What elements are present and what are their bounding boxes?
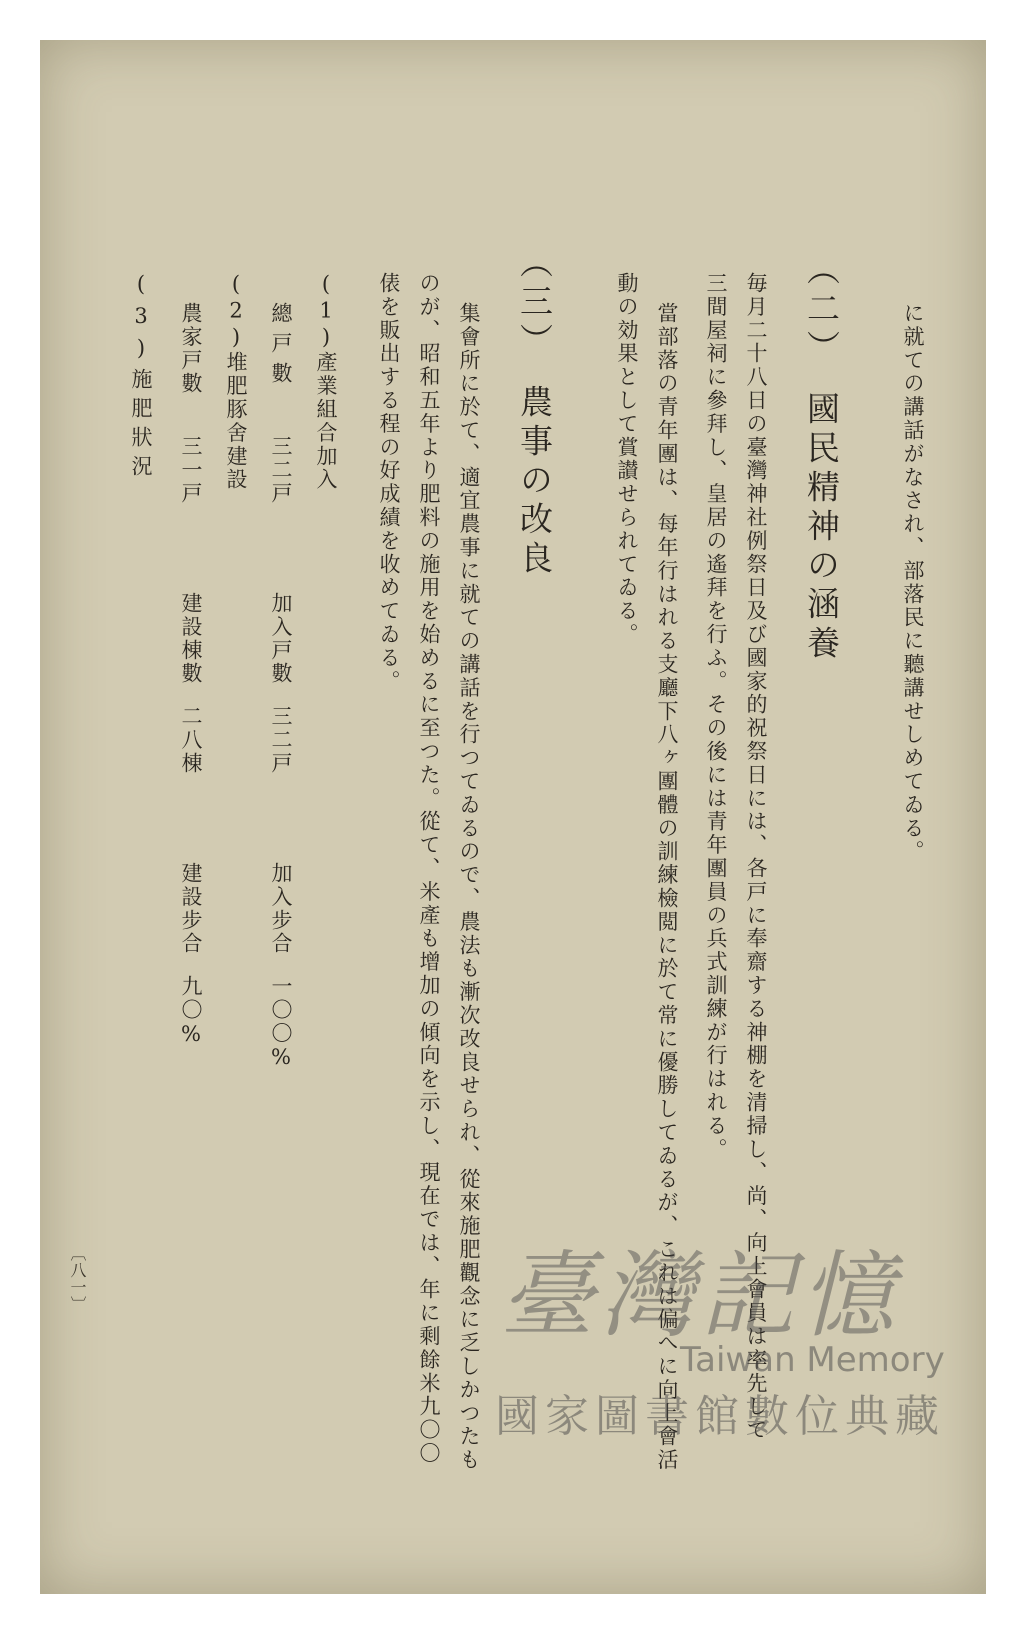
page-number: 〔八一〕 [68, 1245, 87, 1313]
text-line-6: 集會所に於て、適宜農事に就ての講話を行つてゐるので、農法も漸次改良せられ、從來施肥觀念に乏しかつたも [457, 302, 481, 1472]
text-line-7: のが、昭和五年より肥料の施用を始めるに至つた。從て、米產も增加の傾向を示し、現在では、年に剩餘米九〇〇 [417, 272, 441, 1466]
item1-title: (1)產業組合加入 [314, 272, 338, 492]
section-heading-3: （三） 農事の改良 [515, 245, 554, 580]
item3-title: (3)施肥狀況 [129, 272, 153, 484]
item1-join-label: 加入戸數 [269, 592, 293, 686]
item1-total-label: 總戸數 [269, 302, 293, 392]
text-line-2: 毎月二十八日の臺灣神社例祭日及び國家的祝祭日には、各戸に奉齋する神棚を清掃し、尚、向上會員は率先して [744, 272, 768, 1442]
text-line-8: 俵を販出する程の好成績を收めてゐる。 [377, 272, 401, 694]
item2-farm-label: 農家戸數 [179, 302, 203, 396]
text-line-4: 當部落の青年團は、每年行はれる支廳下八ヶ團體の訓練檢閲に於て常に優勝してゐるが、これは偏へに向上會活 [655, 302, 679, 1472]
watermark-chinese: 臺灣記憶 [500, 1242, 901, 1351]
watermark-english: Taiwan Memory [680, 1340, 945, 1380]
text-line-5: 動の効果として賞讃せられてゐる。 [615, 272, 639, 647]
item2-built-label: 建設棟數 [179, 592, 203, 686]
item1-join-value: 三二戸 [269, 705, 293, 776]
item2-rate-label: 建設步合 [179, 862, 203, 956]
text-line-1: に就ての講話がなされ、部落民に聽講せしめてゐる。 [901, 302, 925, 864]
item2-built-value: 二八棟 [179, 705, 203, 776]
item1-total-value: 三二戸 [269, 435, 293, 506]
document-page [40, 40, 986, 1594]
section-heading-2: （二） 國民精神の涵養 [802, 252, 841, 665]
item2-title: (2)堆肥豚舍建設 [224, 272, 248, 492]
text-line-3: 三間屋祠に參拜し、皇居の遙拜を行ふ。その後には青年團員の兵式訓練が行はれる。 [704, 272, 728, 1162]
item2-farm-value: 三一戸 [179, 435, 203, 506]
item1-rate-label: 加入步合 [269, 862, 293, 956]
item2-rate-value: 九〇% [179, 975, 203, 1049]
item1-rate-value: 一〇〇% [269, 975, 293, 1072]
watermark-org: 國家圖書館數位典藏 [495, 1391, 945, 1442]
